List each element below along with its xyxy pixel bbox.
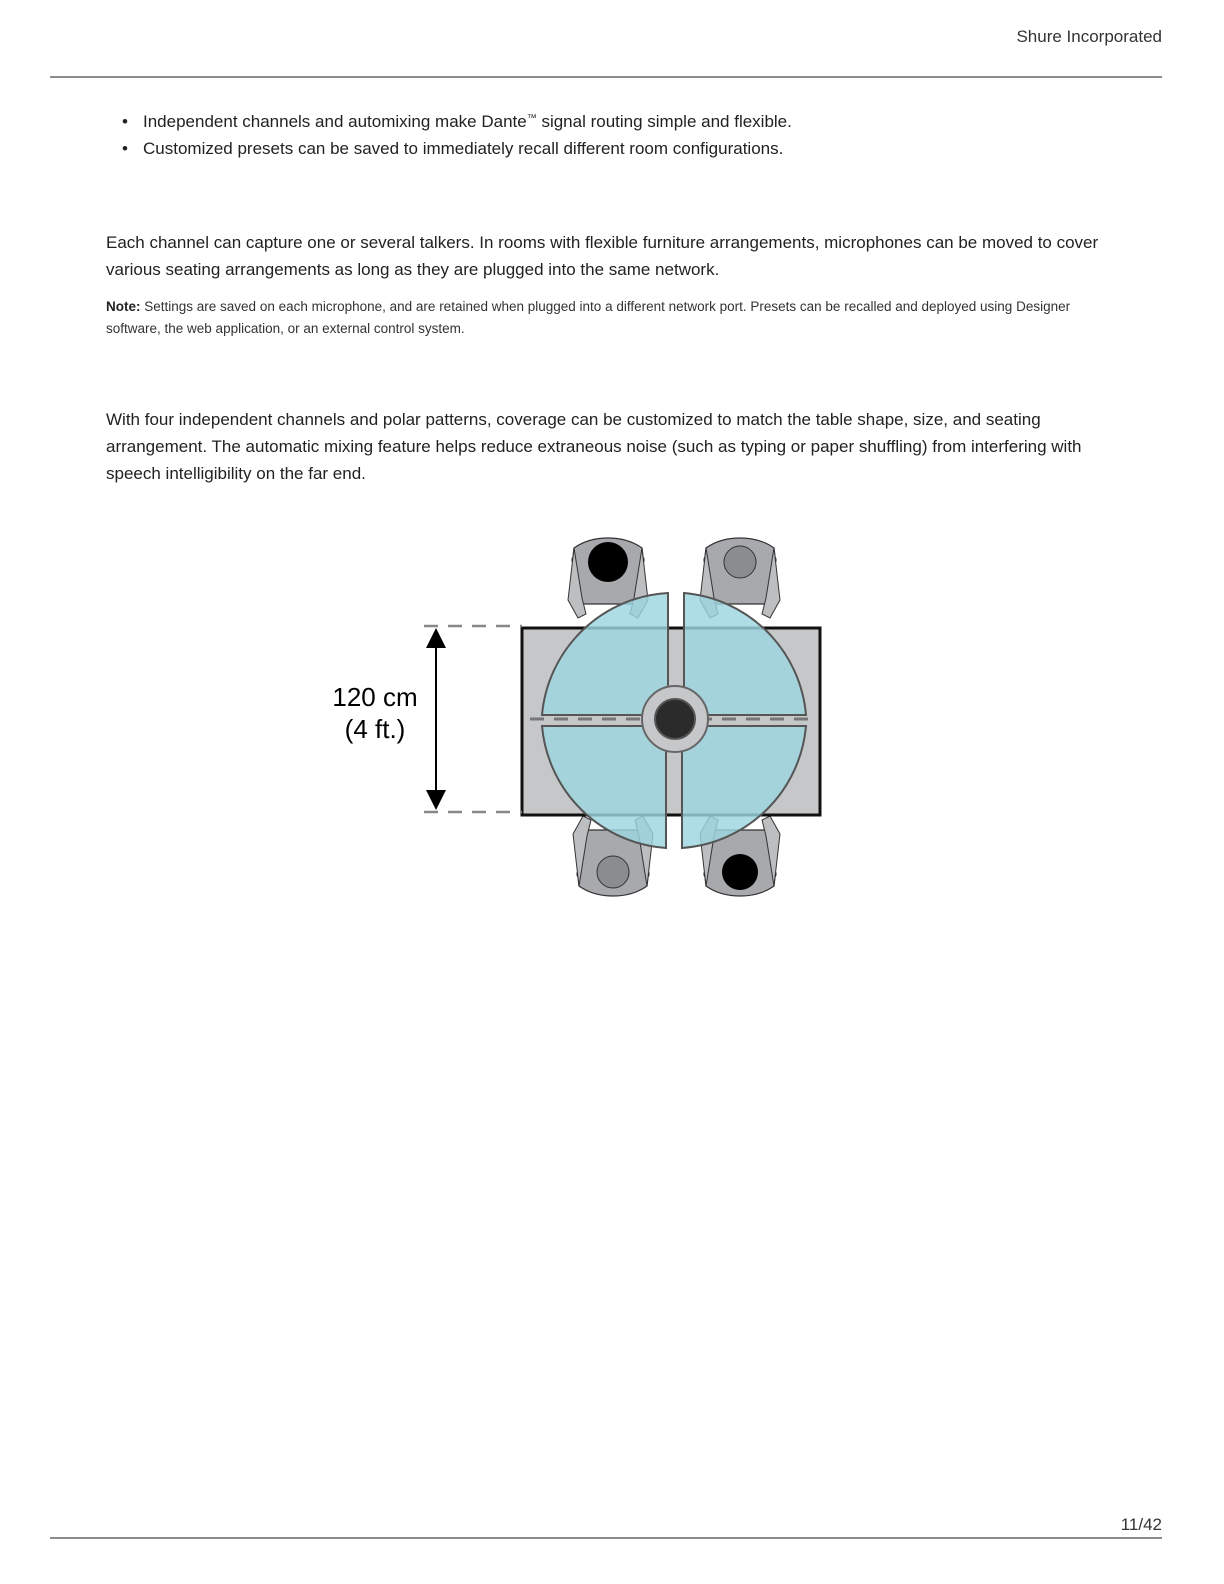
dimension-metric-label: 120 cm (332, 682, 418, 712)
dimension-imperial-label: (4 ft.) (344, 714, 406, 744)
bullet-text-after: signal routing simple and flexible. (536, 112, 792, 131)
list-item (122, 108, 1102, 135)
feature-bullet-list (122, 108, 1102, 162)
list-item (122, 135, 1102, 162)
note-block (106, 296, 1106, 340)
bullet-text: Customized presets can be saved to immediately recall different room configurations. (143, 139, 784, 158)
bullet-icon: • (122, 139, 128, 158)
bullet-text-before: Independent channels and automixing make Dante (143, 112, 527, 131)
trademark-mark: ™ (526, 113, 537, 124)
bullet-icon: • (122, 112, 128, 131)
paragraph-coverage: With four independent channels and polar patterns, coverage can be customized to match the table shape, size, and seating arrangement. The automatic mixing feature helps reduce extraneous noise (such as typing or paper shuffling) from interfering with speech intelligibility on the far end. (106, 410, 1082, 483)
header-company-name: Shure Incorporated (1016, 27, 1162, 46)
paragraph-channels: Each channel can capture one or several talkers. In rooms with flexible furniture arrangements, microphones can be moved to cover various seating arrangements as long as they are plugged into the same network. (106, 233, 1099, 279)
header-rule (50, 76, 1162, 78)
coverage-diagram (320, 530, 840, 910)
note-label: Note: (106, 299, 141, 314)
microphone-icon (655, 699, 695, 739)
note-text: Settings are saved on each microphone, and are retained when plugged into a different network port. Presets can be recalled and deployed using Designer software, the web application, or an external control system. (106, 299, 1071, 336)
footer-rule (50, 1537, 1162, 1539)
table-coverage-figure (320, 530, 840, 910)
arrow-up-icon (426, 628, 446, 648)
arrow-down-icon (426, 790, 446, 810)
page-number: 11/42 (1120, 1515, 1162, 1534)
